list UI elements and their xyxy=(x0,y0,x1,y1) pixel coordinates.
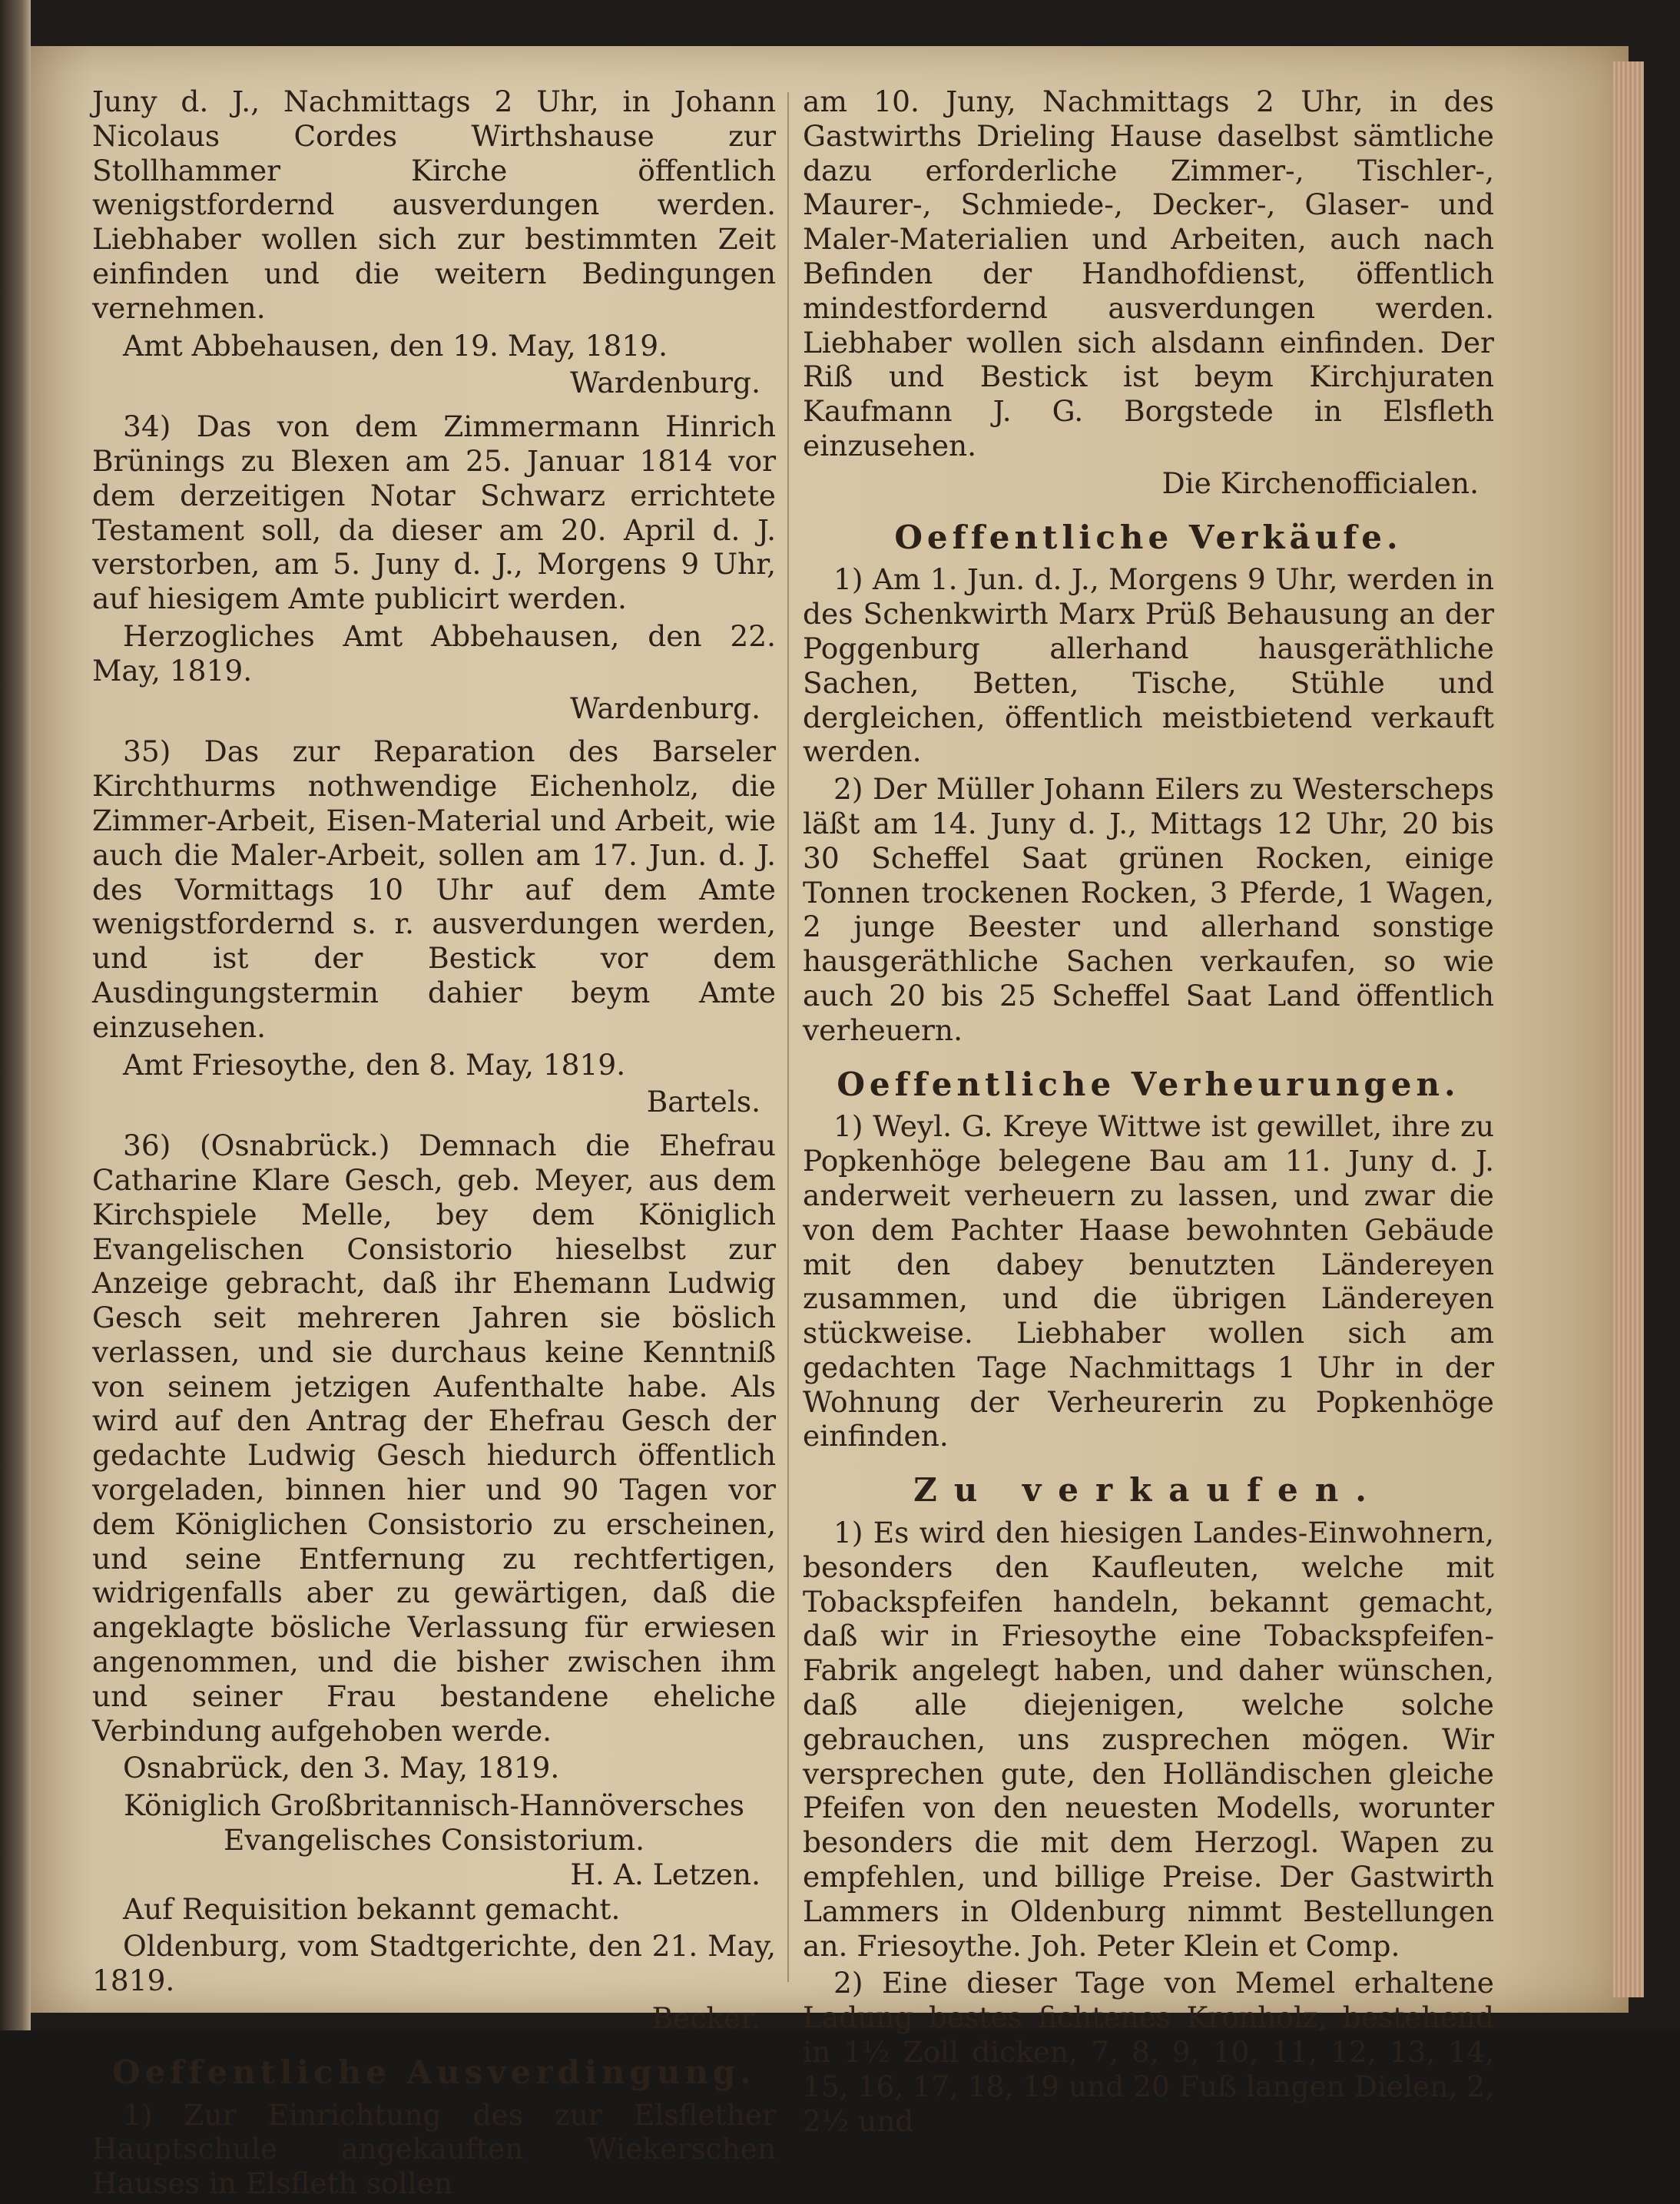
notice-place-date: Herzogliches Amt Abbehausen, den 22. May, 1819. xyxy=(92,618,776,688)
notice-paragraph: 1) Weyl. G. Kreye Wittwe ist gewillet, ihre zu Popkenhöge belegene Bau am 11. Juny d. J. anderweit verheuern zu lassen, und zwar die von dem Pachter Haase bewohnten Gebäude mit den dabey benutzten Ländereyen zusammen, und die übrigen Ländereyen stückweise. Liebhaber wollen sich am gedachten Tage Nachmittags 1 Uhr in der Wohnung der Verheurerin zu Popkenhöge einfinden. xyxy=(803,1109,1494,1453)
notice-paragraph: 1) Zur Einrichtung des zur Elsflether Hauptschule angekauften Wiekerschen Hauses in Elsfleth sollen xyxy=(92,2097,776,2201)
notice-signature: H. A. Letzen. xyxy=(570,1857,760,1891)
notice-place-date: Amt Friesoythe, den 8. May, 1819. xyxy=(123,1047,626,1082)
notice-paragraph: 36) (Osnabrück.) Demnach die Ehefrau Catharine Klare Gesch, geb. Meyer, aus dem Kirchspiele Melle, bey dem Königlich Evangelischen Consistorio hieselbst zur Anzeige gebracht, daß ihr Ehemann Ludwig Gesch seit mehreren Jahren sie böslich verlassen, und sie durchaus keine Kenntniß von seinem jetzigen Aufenthalte habe. Als wird auf den Antrag der Ehefrau Gesch der gedachte Ludwig Gesch hiedurch öffentlich vorgeladen, binnen hier und 90 Tagen vor dem Königlichen Consistorio zu erscheinen, und seine Entfernung zu rechtfertigen, widrigenfalls aber zu gewärtigen, daß die angeklagte bösliche Verlassung für erwiesen angenommen, und die bisher zwischen ihm und seiner Frau bestandene eheliche Verbindung aufgehoben werde. xyxy=(92,1129,776,1748)
notice-paragraph: 2) Eine dieser Tage von Memel erhaltene Ladung bestes fichtenes Kronholz, bestehend in 1½ Zoll dicken, 7, 8, 9, 10, 11, 12, 13, 14, 15, 16, 17, 18, 19 und 20 Fuß langen Dielen, 2, 2½ und xyxy=(803,1966,1494,2138)
notice-signature: Wardenburg. xyxy=(570,366,760,400)
page-edge xyxy=(1613,61,1644,1997)
column-divider xyxy=(787,92,789,1982)
notice-authority: Königlich Großbritannisch-Hannöversches Evangelisches Consistorium. xyxy=(123,1788,745,1858)
section-heading: Zu verkaufen. xyxy=(913,1471,1383,1510)
section-heading: Oeffentliche Ausverdingung. xyxy=(112,2053,756,2091)
notice-signature: Wardenburg. xyxy=(570,691,760,725)
notice-paragraph: 34) Das von dem Zimmermann Hinrich Brünings zu Blexen am 25. Januar 1814 vor dem derzeitigen Notar Schwarz errichtete Testament soll, da dieser am 20. April d. J. verstorben, am 5. Juny d. J., Morgens 9 Uhr, auf hiesigem Amte publicirt werden. xyxy=(92,409,776,616)
notice-requisition: Auf Requisition bekannt gemacht. xyxy=(123,1891,621,1926)
notice-signature: Die Kirchenofficialen. xyxy=(1161,466,1479,500)
notice-place-date: Amt Abbehausen, den 19. May, 1819. xyxy=(123,328,668,363)
right-column xyxy=(803,85,1494,2141)
left-column xyxy=(92,85,776,2204)
section-heading: Oeffentliche Verheurungen. xyxy=(837,1065,1460,1103)
notice-signature: Bartels. xyxy=(646,1085,760,1119)
notice-paragraph: 35) Das zur Reparation des Barseler Kirchthurms nothwendige Eichenholz, die Zimmer-Arbeit, Eisen-Material und Arbeit, wie auch die Maler-Arbeit, sollen am 17. Jun. d. J. des Vormittags 10 Uhr auf dem Amte wenigstfordernd s. r. ausverdungen werden, und ist der Bestick vor dem Ausdingungstermin dahier beym Amte einzusehen. xyxy=(92,734,776,1044)
notice-place-date: Oldenburg, vom Stadtgerichte, den 21. May, 1819. xyxy=(92,1929,776,1998)
notice-paragraph: 1) Am 1. Jun. d. J., Morgens 9 Uhr, werden in des Schenkwirth Marx Prüß Behausung an der Poggenburg allerhand hausgeräthliche Sachen, Betten, Tische, Stühle und dergleichen, öffentlich meistbietend verkauft werden. xyxy=(803,562,1494,769)
notice-place-date: Osnabrück, den 3. May, 1819. xyxy=(123,1751,560,1785)
notice-paragraph: 2) Der Müller Johann Eilers zu Westerscheps läßt am 14. Juny d. J., Mittags 12 Uhr, 20 bis 30 Scheffel Saat grünen Rocken, einige Tonnen trockenen Rocken, 3 Pferde, 1 Wagen, 2 junge Beester und allerhand sonstige hausgeräthliche Sachen verkaufen, so wie auch 20 bis 25 Scheffel Saat Land öffentlich verheuern. xyxy=(803,772,1494,1047)
notice-signature: Becker. xyxy=(651,2001,760,2036)
section-heading: Oeffentliche Verkäufe. xyxy=(894,518,1403,556)
book-binding xyxy=(0,0,31,2030)
notice-paragraph: 1) Es wird den hiesigen Landes-Einwohnern, besonders den Kaufleuten, welche mit Tobackspfeifen handeln, bekannt gemacht, daß wir in Friesoythe eine Tobackspfeifen-Fabrik angelegt haben, und daher wünschen, daß alle diejenigen, welche solche gebrauchen, uns zusprechen mögen. Wir versprechen gute, den Holländischen gleiche Pfeifen von den neuesten Modells, worunter besonders die mit dem Herzogl. Wapen zu empfehlen, und billige Preise. Der Gastwirth Lammers in Oldenburg nimmt Bestellungen an. Friesoythe. Joh. Peter Klein et Comp. xyxy=(803,1516,1494,1963)
notice-paragraph: am 10. Juny, Nachmittags 2 Uhr, in des Gastwirths Drieling Hause daselbst sämtliche dazu erforderliche Zimmer-, Tischler-, Maurer-, Schmiede-, Decker-, Glaser- und Maler-Materialien und Arbeiten, auch nach Befinden der Handhofdienst, öffentlich mindestfordernd ausverdungen werden. Liebhaber wollen sich alsdann einfinden. Der Riß und Bestick ist beym Kirchjuraten Kaufmann J. G. Borgstede in Elsfleth einzusehen. xyxy=(803,85,1494,462)
notice-paragraph: Juny d. J., Nachmittags 2 Uhr, in Johann Nicolaus Cordes Wirthshause zur Stollhammer Kirche öffentlich wenigstfordernd ausverdungen werden. Liebhaber wollen sich zur bestimmten Zeit einfinden und die weitern Bedingungen vernehmen. xyxy=(92,85,776,325)
